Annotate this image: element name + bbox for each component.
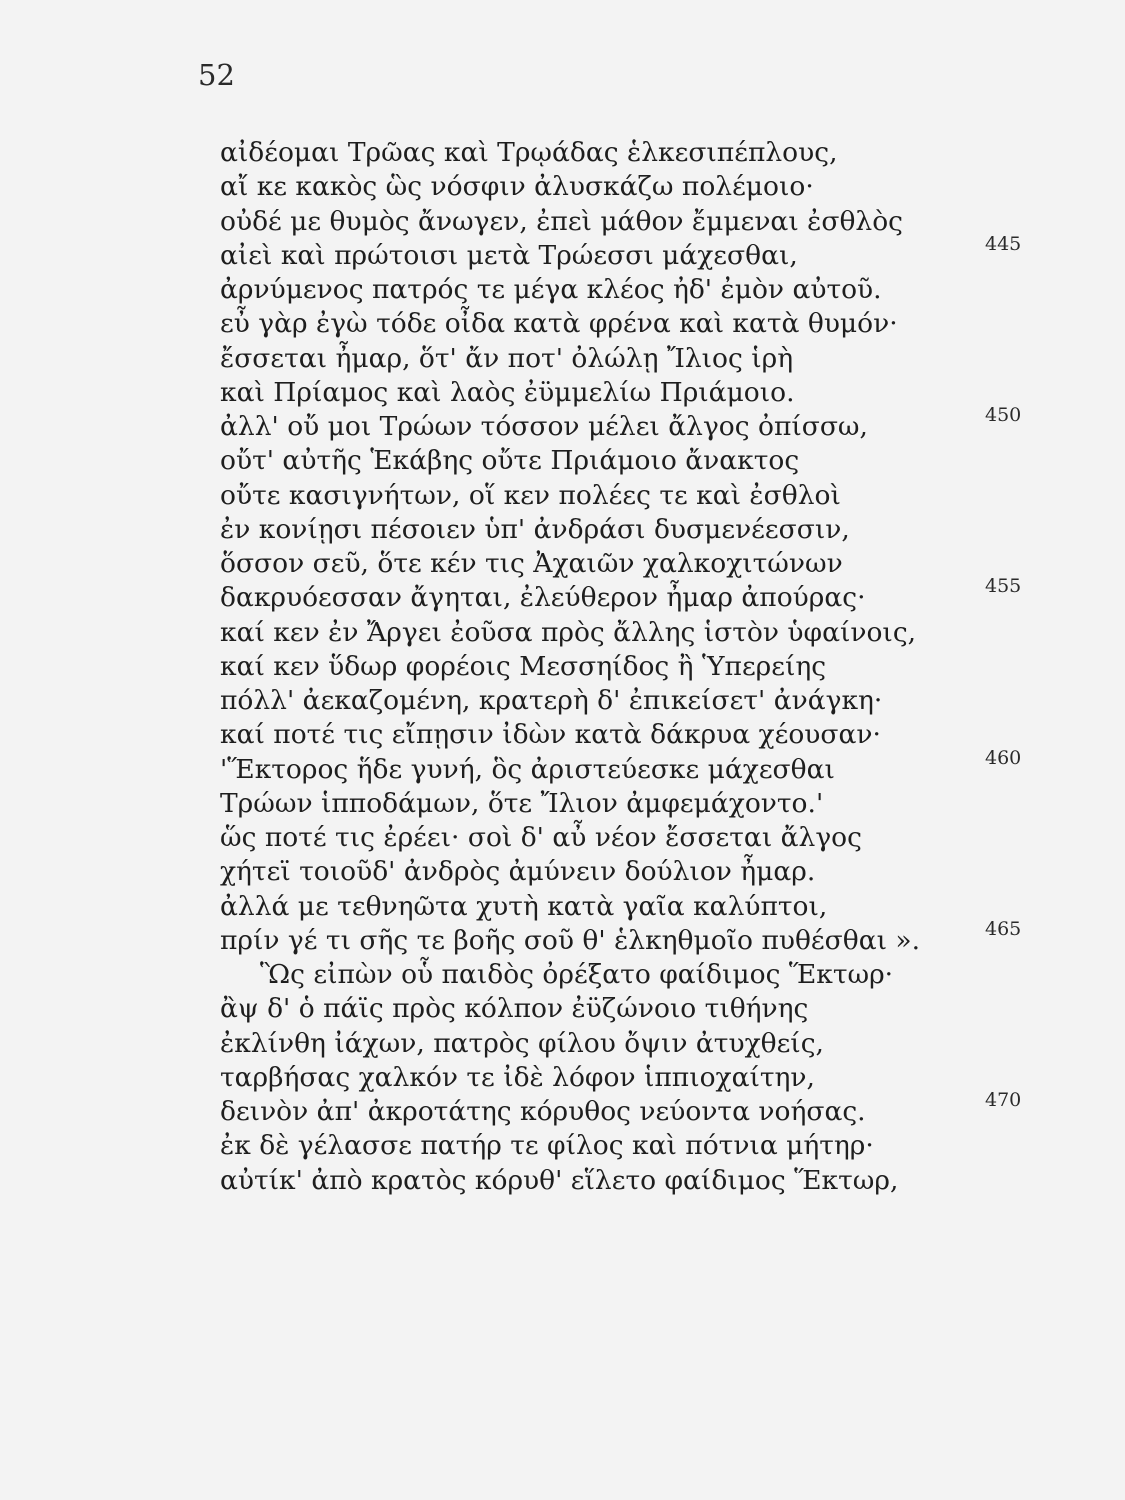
verse-text: πόλλ' ἀεκαζομένη, κρατερὴ δ' ἐπικείσετ' ἀνάγκη· <box>220 685 883 716</box>
verse-text: ταρβήσας χαλκόν τε ἰδὲ λόφον ἱππιοχαίτην, <box>220 1061 815 1093</box>
verse-text: αἰεὶ καὶ πρώτοισι μετὰ Τρώεσσι μάχεσθαι, <box>220 239 798 271</box>
line-number: 455 <box>985 575 1022 598</box>
verse-line <box>220 479 1060 513</box>
verse-text: ἐκ δὲ γέλασσε πατήρ τε φίλος καὶ πότνια μήτηρ· <box>220 1130 874 1162</box>
verse-text: δακρυόεσσαν ἄγηται, ἐλεύθερον ἦμαρ ἀπούρας· <box>220 582 866 614</box>
line-number: 450 <box>985 404 1022 426</box>
verse-line <box>220 232 1060 273</box>
verse-line <box>220 205 1060 239</box>
verse-line <box>220 821 1060 855</box>
verse-text: αἴ κε κακὸς ὣς νόσφιν ἀλυσκάζω πολέμοιο· <box>220 171 814 203</box>
verse-text: πρίν γέ τι σῆς τε βοῆς σοῦ θ' ἑλκηθμοῖο πυθέσθαι ». <box>220 924 921 956</box>
verse-text: δεινὸν ἀπ' ἀκροτάτης κόρυθος νεύοντα νοήσας. <box>220 1096 866 1127</box>
verse-line <box>220 547 1060 581</box>
verse-line <box>220 616 1060 650</box>
verse-text: καὶ Πρίαμος καὶ λαὸς ἐϋμμελίω Πριάμοιο. <box>220 376 795 408</box>
verse-line <box>220 855 1060 889</box>
verse-text: καί ποτέ τις εἴπῃσιν ἰδὼν κατὰ δάκρυα χέουσαν· <box>220 719 881 751</box>
verse-line <box>220 1089 1060 1129</box>
verse-line <box>220 890 1060 924</box>
verse-line <box>220 1027 1060 1061</box>
verse-text: ἀρνύμενος πατρός τε μέγα κλέος ἠδ' ἐμὸν αὐτοῦ. <box>220 274 882 305</box>
verse-text: αὐτίκ' ἀπὸ κρατὸς κόρυθ' εἵλετο φαίδιμος Ἕκτωρ, <box>220 1164 899 1196</box>
verse-line <box>220 404 1060 444</box>
verse-text: ἐν κονίῃσι πέσοιεν ὑπ' ἀνδράσι δυσμενέεσσιν, <box>220 513 850 545</box>
verse-text: Ὣς εἰπὼν οὗ παιδὸς ὀρέξατο φαίδιμος Ἕκτωρ· <box>260 959 894 990</box>
verse-line <box>220 1129 1060 1163</box>
verse-line <box>220 787 1060 821</box>
page-number: 52 <box>198 58 235 92</box>
verse-text: ἂψ δ' ὁ πάϊς πρὸς κόλπον ἐϋζώνοιο τιθήνης <box>220 993 809 1025</box>
verse-text: ἀλλά με τεθνηῶτα χυτὴ κατὰ γαῖα καλύπτοι, <box>220 890 828 922</box>
verse-text: εὖ γὰρ ἐγὼ τόδε οἶδα κατὰ φρένα καὶ κατὰ θυμόν· <box>220 308 898 340</box>
verse-line <box>220 718 1060 752</box>
verse-text: οὔτε κασιγνήτων, οἵ κεν πολέες τε καὶ ἐσθλοὶ <box>220 479 841 511</box>
verse-text: ἐκλίνθη ἰάχων, πατρὸς φίλου ὄψιν ἀτυχθείς, <box>220 1027 824 1059</box>
verse-text: οὐδέ με θυμὸς ἄνωγεν, ἐπεὶ μάθον ἔμμεναι ἐσθλὸς <box>220 205 903 237</box>
verse-text: ὅσσον σεῦ, ὅτε κέν τις Ἀχαιῶν χαλκοχιτώνων <box>220 548 843 579</box>
line-number: 460 <box>985 746 1022 769</box>
verse-line <box>220 513 1060 547</box>
verse-line <box>220 444 1060 478</box>
verse-line <box>220 307 1060 341</box>
verse-text: καί κεν ὕδωρ φορέοις Μεσσηίδος ἢ Ὑπερείης <box>220 650 827 682</box>
verse-text: οὔτ' αὐτῆς Ἑκάβης οὔτε Πριάμοιο ἄνακτος <box>220 445 800 477</box>
line-number: 445 <box>985 232 1022 255</box>
verse-line <box>220 376 1060 410</box>
verse-line <box>220 917 1060 958</box>
verse-line <box>220 958 1060 992</box>
verse-line <box>220 992 1060 1026</box>
verse-line <box>220 342 1060 376</box>
line-number: 470 <box>985 1089 1022 1111</box>
verse-line <box>220 650 1060 684</box>
verse-text: χήτεϊ τοιοῦδ' ἀνδρὸς ἀμύνειν δούλιον ἦμαρ. <box>220 856 816 888</box>
verse-text: καί κεν ἐν Ἄργει ἐοῦσα πρὸς ἄλλης ἱστὸν ὑφαίνοις, <box>220 616 917 648</box>
verse-text: Τρώων ἱπποδάμων, ὅτε Ἴλιον ἀμφεμάχοντο.' <box>220 787 824 819</box>
verse-text: ἔσσεται ἦμαρ, ὅτ' ἄν ποτ' ὀλώλῃ Ἴλιος ἱρὴ <box>220 342 794 374</box>
verse-line <box>220 170 1060 204</box>
verse-text: ἀλλ' οὔ μοι Τρώων τόσσον μέλει ἄλγος ὀπίσσω, <box>220 411 868 442</box>
verse-text: 'Ἕκτορος ἥδε γυνή, ὃς ἀριστεύεσκε μάχεσθαι <box>220 753 835 785</box>
line-number: 465 <box>985 917 1022 940</box>
verse-line <box>220 746 1060 787</box>
verse-text: αἰδέομαι Τρῶας καὶ Τρῳάδας ἑλκεσιπέπλους, <box>220 137 838 168</box>
verse-line <box>220 136 1060 170</box>
verse-line <box>220 684 1060 718</box>
verse-line <box>220 575 1060 615</box>
poem-text <box>220 136 1060 1198</box>
verse-line <box>220 1061 1060 1095</box>
verse-text: ὥς ποτέ τις ἐρέει· σοὶ δ' αὖ νέον ἔσσεται ἄλγος <box>220 822 862 853</box>
verse-line <box>220 273 1060 307</box>
verse-line <box>220 1164 1060 1198</box>
